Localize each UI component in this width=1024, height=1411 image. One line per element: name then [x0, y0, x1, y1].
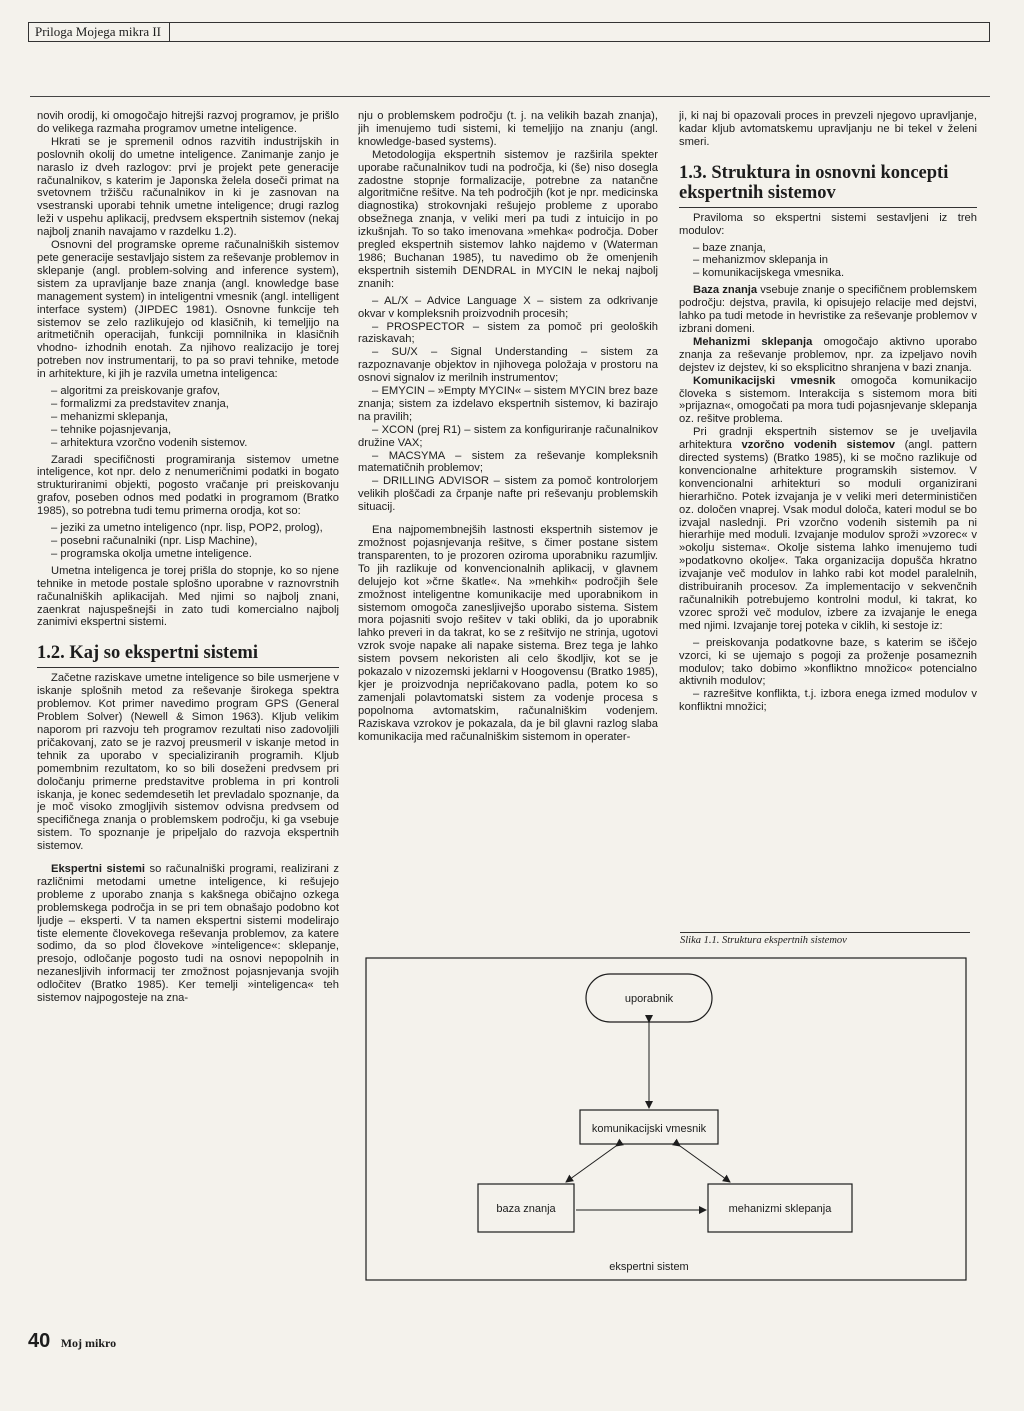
col2-paragraph: Metodologija ekspertnih sistemov je razširila spekter uporabe računalnikov tudi na področja, ki (še) niso dosegla zadostne stopnje formalizacije, potrebne za natančne algoritmične rešitve. Na teh področjih (kot je npr. medicinska diagnostika) strokovnjaki rešujejo probleme z uporabo obsežnega znanja, v veliki meri pa tudi z intuicijo in po izkušnjah. To so tako imenovana »mehka« področja. Dober pregled ekspertnih sistemov lahko najdemo v (Waterman 1986; Buchanan 1985), tu navedimo ob že omenjenih ekspertnih sistemih DENDRAL in MYCIN le nekaj najbolj znanih:	[358, 148, 658, 290]
col1-paragraph: Umetna inteligenca je torej prišla do stopnje, ko so njene tehnike in metode postale splošno uporabne v raznovrstnih računalniških aplikacijah. Med njimi so najbolj znani, zaenkrat najuspešnejši in zato tudi komercialno najbolj zanimivi ekspertni sistemi.	[37, 564, 339, 629]
list-item: – baze znanja,	[705, 242, 977, 255]
system-label: ekspertni sistem	[609, 1261, 689, 1273]
list-item: – AL/X – Advice Language X – sistem za odkrivanje okvar v kompleksnih proizvodnih procesih;	[358, 295, 658, 321]
column-2	[358, 110, 658, 930]
paragraph-text: vsebuje znanje o specifičnem problemskem področju: dejstva, pravila, ki opisujejo relacije med dejstvi, lahko pa tudi metode in hevristike za reševanje problemov v izbrani domeni.	[679, 284, 977, 335]
user-label: uporabnik	[624, 993, 674, 1005]
col1-paragraph	[37, 863, 339, 1005]
list-item: – XCON (prej R1) – sistem za konfiguriranje računalnikov družine VAX;	[358, 424, 658, 450]
list-item: – mehanizmi sklepanja,	[63, 411, 339, 424]
list-item: – programska okolja umetne inteligence.	[63, 548, 339, 561]
paragraph-text: omogoča komunikacijo človeka s sistemom. Interakcija s sistemom mora biti »prijazna«, omogočati pa mora tudi pojasnjevanje sklepanja oz. rešitve problema.	[679, 374, 977, 426]
list-item: – mehanizmov sklepanja in	[705, 254, 977, 267]
col1-paragraph: Osnovni del programske opreme računalniških sistemov pete generacije sestavljajo sistem za reševanje problemov in sklepanje (angl. problem-solving and inference system), sistem za upravljanje baze znanja (angl. knowledge base management system) in inteligentni vmesnik (angl. intelligent interface system) (JIPDEC 1981). Osnovne funkcije teh sistemov se zelo razlikujejo od klasičnih, ki temeljijo na aritmetičnih operacijah, funkciji pomnilnika in klasičnih vhodno- izhodnih enotah. Za njihovo realizacijo je torej potreben nov instrumentarij, to pa so pravi tehnike, metode in arhitekture, ki jih je razvila umetna inteligenca:	[37, 239, 339, 381]
col3-paragraph: ji, ki naj bi opazovali proces in prevzeli njegovo upravljanje, kadar kljub avtomatskemu upravljanju ne bi tekel v želeni smeri.	[679, 110, 977, 148]
col1-paragraph: Hkrati se je spremenil odnos razvitih industrijskih in poslovnih okolij do umetne inteligence. Zanimanje zanjo je naraslo iz dveh razlogov: prvi je projekt pete generacije računalnikov, s katerim je Japonska želela doseči primat na svetovnem tržišču računalnikov in ki je zasnovan na vsestranski uporabi tehnik umetne inteligence; drugi razlog leži v uspehu aplikacij, predvsem ekspertnih sistemov (nekaj najbolj znanih navajamo v razdelku 1.2).	[37, 135, 339, 239]
paragraph-text: (angl. pattern directed systems) (Bratko 1985), ki se močno razlikuje od konvencionalne arhitekture programskih sistemov. V konvencionalni arhitekturi so moduli organizirani hierarhično. Potek izvajanja je v veliki meri determinističen oz. določen vnaprej. Vsak modul določa, kateri modul se bo izvajal naslednji. Pri vzorčno vodenih sistemih pa ni hierarhije med moduli. Izvajanje modulov sproži »vzorec« v »okolju sistema«. Okolje sistema lahko imenujemo tudi »podatkovno okolje«. Taka organizacija dopušča hkratno izvajanje več modulov in lahko rabi kot model paralelnih, distribuiranih procesov. Za implementacijo v sekvenčnih računalnikih potrebujemo kontrolni modul, ki takrat, ko vzorec sproži več modulov, izbere za izvajanje le enega med njimi. Izvajanje torej poteka v ciklih, ki sestoje iz:	[679, 439, 977, 632]
list-item: – MACSYMA – sistem za reševanje kompleksnih matematičnih problemov;	[358, 450, 658, 476]
knowledge-base-label: baza znanja	[496, 1203, 556, 1215]
list-item: – formalizmi za predstavitev znanja,	[63, 398, 339, 411]
section-heading: 1.3. Struktura in osnovni koncepti ekspertnih sistemov	[679, 163, 977, 208]
col3-paragraph	[679, 375, 977, 427]
techniques-list	[37, 385, 339, 450]
list-item: – EMYCIN – »Empty MYCIN« – sistem MYCIN brez baze znanja; sistem za izdelavo ekspertnih sistemov, ki bazirajo na pravilih;	[358, 385, 658, 424]
cycle-list	[679, 637, 977, 714]
list-item: – jeziki za umetno inteligenco (npr. lisp, POP2, prolog),	[63, 522, 339, 535]
column-3	[679, 110, 977, 930]
bold-term: Mehanizmi sklepanja	[693, 335, 813, 348]
list-item: – tehnike pojasnjevanja,	[63, 424, 339, 437]
col1-paragraph: novih orodij, ki omogočajo hitrejši razvoj programov, je prišlo do velikega razmaha programov umetne inteligence.	[37, 110, 339, 135]
list-item: – arhitektura vzorčno vodenih sistemov.	[63, 437, 339, 450]
modules-list	[679, 242, 977, 281]
section-heading: 1.2. Kaj so ekspertni sistemi	[37, 643, 339, 668]
inference-label: mehanizmi sklepanja	[728, 1203, 832, 1215]
page-number: 40	[28, 1330, 51, 1352]
magazine-name: Moj mikro	[60, 1336, 117, 1350]
column-1	[37, 110, 339, 1330]
tools-list	[37, 522, 339, 561]
architecture-diagram	[362, 948, 974, 1288]
running-header	[28, 22, 990, 42]
systems-list	[358, 295, 658, 514]
bold-term: Komunikacijski vmesnik	[693, 374, 836, 387]
list-item: – preiskovanja podatkovne baze, s katerim se iščejo vzorci, ki se ujemajo s pogoji za proženje posameznih modulov; tako dobimo »konfliktno množico« potencialno aktivnih modulov;	[679, 637, 977, 689]
header-label: Priloga Mojega mikra II	[29, 23, 170, 41]
figure-caption: Slika 1.1. Struktura ekspertnih sistemov	[680, 932, 970, 946]
col3-paragraph	[679, 284, 977, 336]
list-item: – komunikacijskega vmesnika.	[705, 267, 977, 280]
col3-paragraph: Praviloma so ekspertni sistemi sestavljeni iz treh modulov:	[679, 211, 977, 237]
col2-paragraph: nju o problemskem področju (t. j. na velikih bazah znanja), jih imenujemo tudi sistemi, ki temeljijo na znanju (angl. knowledge-based systems).	[358, 110, 658, 148]
paragraph-text: so računalniški programi, realizirani z različnimi metodami umetne inteligence, ki rešujejo probleme z uporabo znanja s kakšnega običajno ozkega problemskega področja in se pri tem obnašajo podobno kot ljudje – eksperti. V ta namen ekspertni sistemi modelirajo tiste elemente človekovega reševanja problemov, za katere sodimo, da so plod človekove »inteligence«: sklepanje, presojo, odločanje pogosto tudi na osnovi nepopolnih in nezanesljivih informacij ter zmožnost pojasnjevanja svojih odločitev (Bratko 1985). Ker temelji »inteligenca« teh sistemov najpogosteje na zna-	[37, 863, 339, 1005]
bold-term: vzorčno vodenih sistemov	[741, 439, 895, 452]
interface-label: komunikacijski vmesnik	[591, 1123, 707, 1135]
interface-kb-arrow	[566, 1146, 616, 1182]
interface-inference-arrow	[680, 1146, 730, 1182]
col2-paragraph: Ena najpomembnejših lastnosti ekspertnih sistemov je zmožnost pojasnjevanja rešitve, s čimer postane sistem transparenten, to je prozoren oziroma uporabniku razumljiv. To jih razlikuje od konvencionalnih aplikacij, v glavnem delujejo kot »črne škatle«. Na »mehkih« področjih šele zmožnost inteligentne komunikacije med uporabnikom in sistemom omogoča zanesljivejšo uporabo sistema. Sistem mora pojasniti svojo rešitev v taki obliki, da jo uporabnik lahko preveri in da takrat, ko se z rešitvijo ne strinja, ugotovi vzrok svoje napake ali napake sistema. Brez tega je lahko sistem povsem nekoristen ali celo škodljiv, kot se je pokazalo v nizozemski jeklarni v Hoogovensu (Bratko 1985), kjer je proizvodnja nepričakovano padla, potem ko so zamenjali polavtomatski sistem za vodenje procesa s popolnoma avtomatskim, računalniškim vodenjem. Raziskava vzrokov je pokazala, da je bil glavni razlog slaba komunikacija med računalniškim sistemom in operater-	[358, 524, 658, 743]
col1-paragraph: Zaradi specifičnosti programiranja sistemov umetne inteligence, kot npr. delo z nenumeričnimi podatki in bogato strukturiranimi objekti, pogosto vračanje pri preiskovanju grafov, poseben odnos med podatki in programom (Bratko 1985), so potrebna tudi temu primerna orodja, kot so:	[37, 453, 339, 518]
col3-paragraph	[679, 336, 977, 375]
col3-paragraph	[679, 426, 977, 633]
list-item: – algoritmi za preiskovanje grafov,	[63, 385, 339, 398]
list-item: – DRILLING ADVISOR – sistem za pomoč kontrolorjem velikih ploščadi za črpanje nafte pri reševanju problemskih situacij.	[358, 475, 658, 514]
bold-term: Baza znanja	[693, 284, 758, 297]
col1-paragraph: Začetne raziskave umetne inteligence so bile usmerjene v iskanje splošnih metod za reševanje širokega spektra problemov. Kot primer navedimo program GPS (General Problem Solver) (Newell & Simon 1963). Kljub velikim naporom pri razvoju teh programov rezultati niso zadovoljili pričakovanj, zato se je razvoj preusmeril v iskanje metod in tehnik za uporabo v specializiranih programih. Kljub pomembnim rezultatom, ko so bili doseženi predvsem pri določanju primerne predstavitve problema in pri kontroli iskanja, je konec sedemdesetih let prevladalo spoznanje, da je moč visoko zmogljivih sistemov odvisna predvsem od specifičnega znanja o problemskem področju, ki ga vsebuje sistem. To spoznanje je pripeljalo do razvoja ekspertnih sistemov.	[37, 672, 339, 853]
list-item: – razrešitve konflikta, t.j. izbora enega izmed modulov v konfliktni množici;	[679, 688, 977, 714]
paragraph-text: omogočajo aktivno uporabo znanja za reševanje problemov, npr. za izpeljavo novih dejstev iz dejstev, ki so eksplicitno shranjena v bazi znanja.	[679, 335, 977, 374]
bold-term: Ekspertni sistemi	[51, 863, 146, 876]
paragraph-text: Pri gradnji ekspertnih sistemov se je uveljavila arhitektura	[679, 426, 977, 452]
list-item: – posebni računalniki (npr. Lisp Machine),	[63, 535, 339, 548]
list-item: – SU/X – Signal Understanding – sistem za razpoznavanje objektov in njihovega položaja v prostoru na osnovi signalov iz merilnih instrumentov;	[358, 346, 658, 385]
page-footer	[28, 1330, 116, 1353]
list-item: – PROSPECTOR – sistem za pomoč pri geoloških raziskavah;	[358, 321, 658, 347]
